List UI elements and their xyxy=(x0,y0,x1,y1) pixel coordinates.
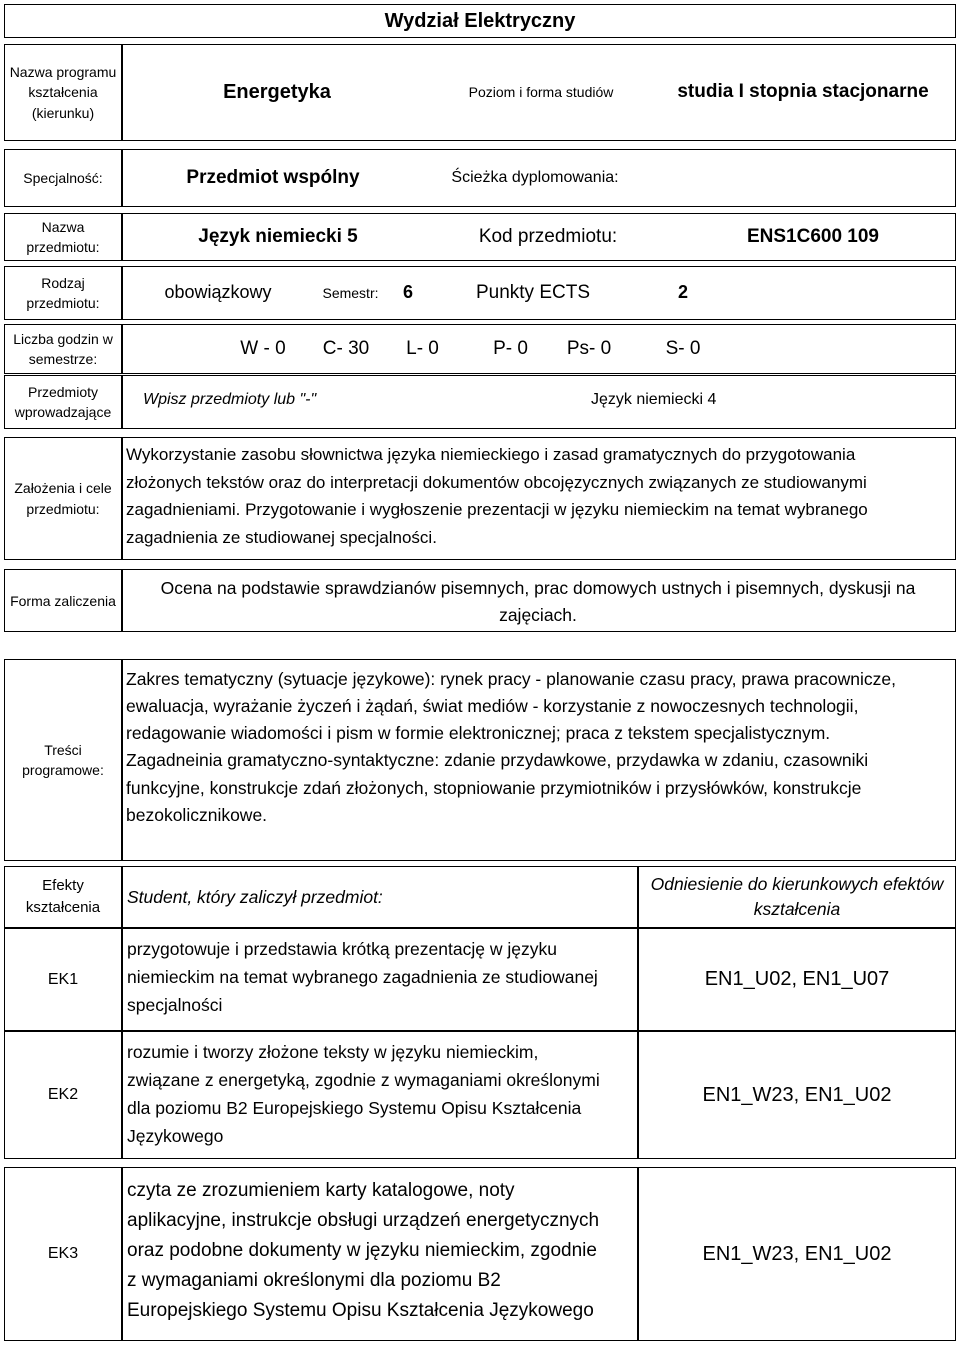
prerequisites-label: Przedmioty wprowadzające xyxy=(4,375,122,429)
subject-code-value: ENS1C600 109 xyxy=(746,225,880,247)
content-text xyxy=(126,666,952,829)
syllabus-sheet xyxy=(4,4,956,1341)
hours-row xyxy=(122,324,956,374)
outcome-description xyxy=(122,1167,638,1341)
outcome-line: aplikacyjne, instrukcje obsługi urządzeń energetycznych xyxy=(127,1210,600,1232)
subject-name-label: Nazwa przedmiotu: xyxy=(4,213,122,261)
outcome-reference: EN1_W23, EN1_U02 xyxy=(638,1167,956,1341)
hours-lab: L- 0 xyxy=(406,337,439,359)
content-line: ewaluacja, wyrażanie życzeń i żądań, świat mediów - korzystanie z nowoczesnych technologii, xyxy=(126,696,859,717)
goals-label: Założenia i cele przedmiotu: xyxy=(4,437,122,560)
subject-code-label: Kod przedmiotu: xyxy=(478,225,618,247)
goals-text xyxy=(126,441,952,552)
assessment-cell xyxy=(122,569,956,632)
student-label: Student, który zaliczył przedmiot: xyxy=(122,866,638,928)
outcome-line: oraz podobne dokumenty w języku niemieckim, zgodnie xyxy=(127,1240,597,1262)
hours-lecture: W - 0 xyxy=(240,337,286,359)
goals-line: zagadnienia ze studiowanej specjalności. xyxy=(126,528,437,548)
outcome-line: dla poziomu B2 Europejskiego Systemu Opisu Kształcenia xyxy=(127,1098,582,1118)
subject-type-label: Rodzaj przedmiotu: xyxy=(4,266,122,320)
content-line: funkcyjne, konstrukcje zdań złożonych, stopniowanie przymiotników i przysłówków, konstrukcje xyxy=(126,777,862,798)
hours-project-seminar: Ps- 0 xyxy=(566,337,612,359)
subject-name-value: Język niemiecki 5 xyxy=(198,225,358,247)
goals-line: złożonych tekstów oraz do interpretacji dokumentów obcojęzycznych związanych ze studiowanymi xyxy=(126,472,867,492)
prerequisites-row xyxy=(122,375,956,429)
outcome-line: z wymaganiami określonymi dla poziomu B2 xyxy=(127,1270,501,1292)
ects-value: 2 xyxy=(677,282,688,302)
specialty-label: Specjalność: xyxy=(4,149,122,207)
outcome-reference: EN1_U02, EN1_U07 xyxy=(638,928,956,1031)
hours-seminar: S- 0 xyxy=(665,337,701,359)
outcome-line: niemieckim na temat wybranego zagadnienia ze studiowanej xyxy=(127,967,598,987)
outcome-code: EK3 xyxy=(4,1167,122,1341)
ects-label: Punkty ECTS xyxy=(475,281,591,303)
prerequisites-hint: Wpisz przedmioty lub "-" xyxy=(143,391,317,408)
content-line: bezokolicznikowe. xyxy=(126,804,268,825)
study-level-value: studia I stopnia stacjonarne xyxy=(677,81,929,102)
outcome-description xyxy=(122,928,638,1031)
assessment-text xyxy=(123,575,953,629)
outcome-line: czyta ze zrozumieniem karty katalogowe, noty xyxy=(127,1180,515,1201)
goals-cell xyxy=(122,437,956,560)
subject-type-row xyxy=(122,266,956,320)
specialty-row xyxy=(122,149,956,207)
semester-label: Semestr: xyxy=(322,284,379,301)
content-line: Zakres tematyczny (sytuacje językowe): rynek pracy - planowanie czasu pracy, prawa pracownicze, xyxy=(126,669,896,689)
subject-name-row xyxy=(122,213,956,261)
outcome-text xyxy=(127,1038,637,1150)
program-value: Energetyka xyxy=(223,80,331,103)
assessment-line: Ocena na podstawie sprawdzianów pisemnych, prac domowych ustnych i pisemnych, dyskusji na xyxy=(160,578,916,598)
outcome-reference: EN1_W23, EN1_U02 xyxy=(638,1031,956,1159)
content-line: redagowanie wiadomości i pism w formie elektronicznej; praca z tekstem specjalistycznym. xyxy=(126,723,831,744)
outcome-description xyxy=(122,1031,638,1159)
goals-line: zagadnieniami. Przygotowanie i wygłoszenie prezentacji w języku niemieckim na temat wybranego xyxy=(126,500,868,520)
content-label: Treści programowe: xyxy=(4,659,122,861)
outcome-code: EK1 xyxy=(4,928,122,1031)
assessment-line: zajęciach. xyxy=(499,605,577,626)
outcome-text xyxy=(127,1176,637,1326)
program-row xyxy=(122,44,956,141)
faculty-title: Wydział Elektryczny xyxy=(4,4,956,38)
semester-value: 6 xyxy=(402,282,413,302)
hours-exercises: C- 30 xyxy=(322,337,370,359)
program-name-label: Nazwa programu kształcenia (kierunku) xyxy=(4,44,122,141)
hours-project: P- 0 xyxy=(493,337,528,359)
outcome-line: Europejskiego Systemu Opisu Kształcenia Językowego xyxy=(127,1300,594,1322)
outcome-text xyxy=(127,935,637,1019)
diploma-path-label: Ścieżka dyplomowania: xyxy=(451,168,619,186)
outcome-line: Językowego xyxy=(127,1126,224,1146)
study-level-label: Poziom i forma studiów xyxy=(468,84,614,100)
content-line: Zagadneinia gramatyczno-syntaktyczne: zdanie przydawkowe, przydawka w zdaniu, czasowniki xyxy=(126,750,869,771)
outcomes-label: Efekty kształcenia xyxy=(4,866,122,928)
goals-line: Wykorzystanie zasobu słownictwa języka niemieckiego i zasad gramatycznych do przygotowania xyxy=(126,445,856,464)
outcome-line: związane z energetyką, zgodnie z wymaganiami określonymi xyxy=(127,1070,600,1090)
reference-label: Odniesienie do kierunkowych efektów kształcenia xyxy=(638,866,956,928)
subject-type-value: obowiązkowy xyxy=(164,282,272,302)
outcome-line: przygotowuje i przedstawia krótką prezentację w języku xyxy=(127,939,557,959)
outcome-line: rozumie i tworzy złożone teksty w języku niemieckim, xyxy=(127,1042,539,1062)
hours-label: Liczba godzin w semestrze: xyxy=(4,324,122,374)
content-cell xyxy=(122,659,956,861)
outcome-code: EK2 xyxy=(4,1031,122,1159)
outcome-line: specjalności xyxy=(127,995,223,1015)
specialty-value: Przedmiot wspólny xyxy=(186,166,360,188)
assessment-label: Forma zaliczenia xyxy=(4,569,122,632)
prerequisites-value: Język niemiecki 4 xyxy=(591,391,717,408)
